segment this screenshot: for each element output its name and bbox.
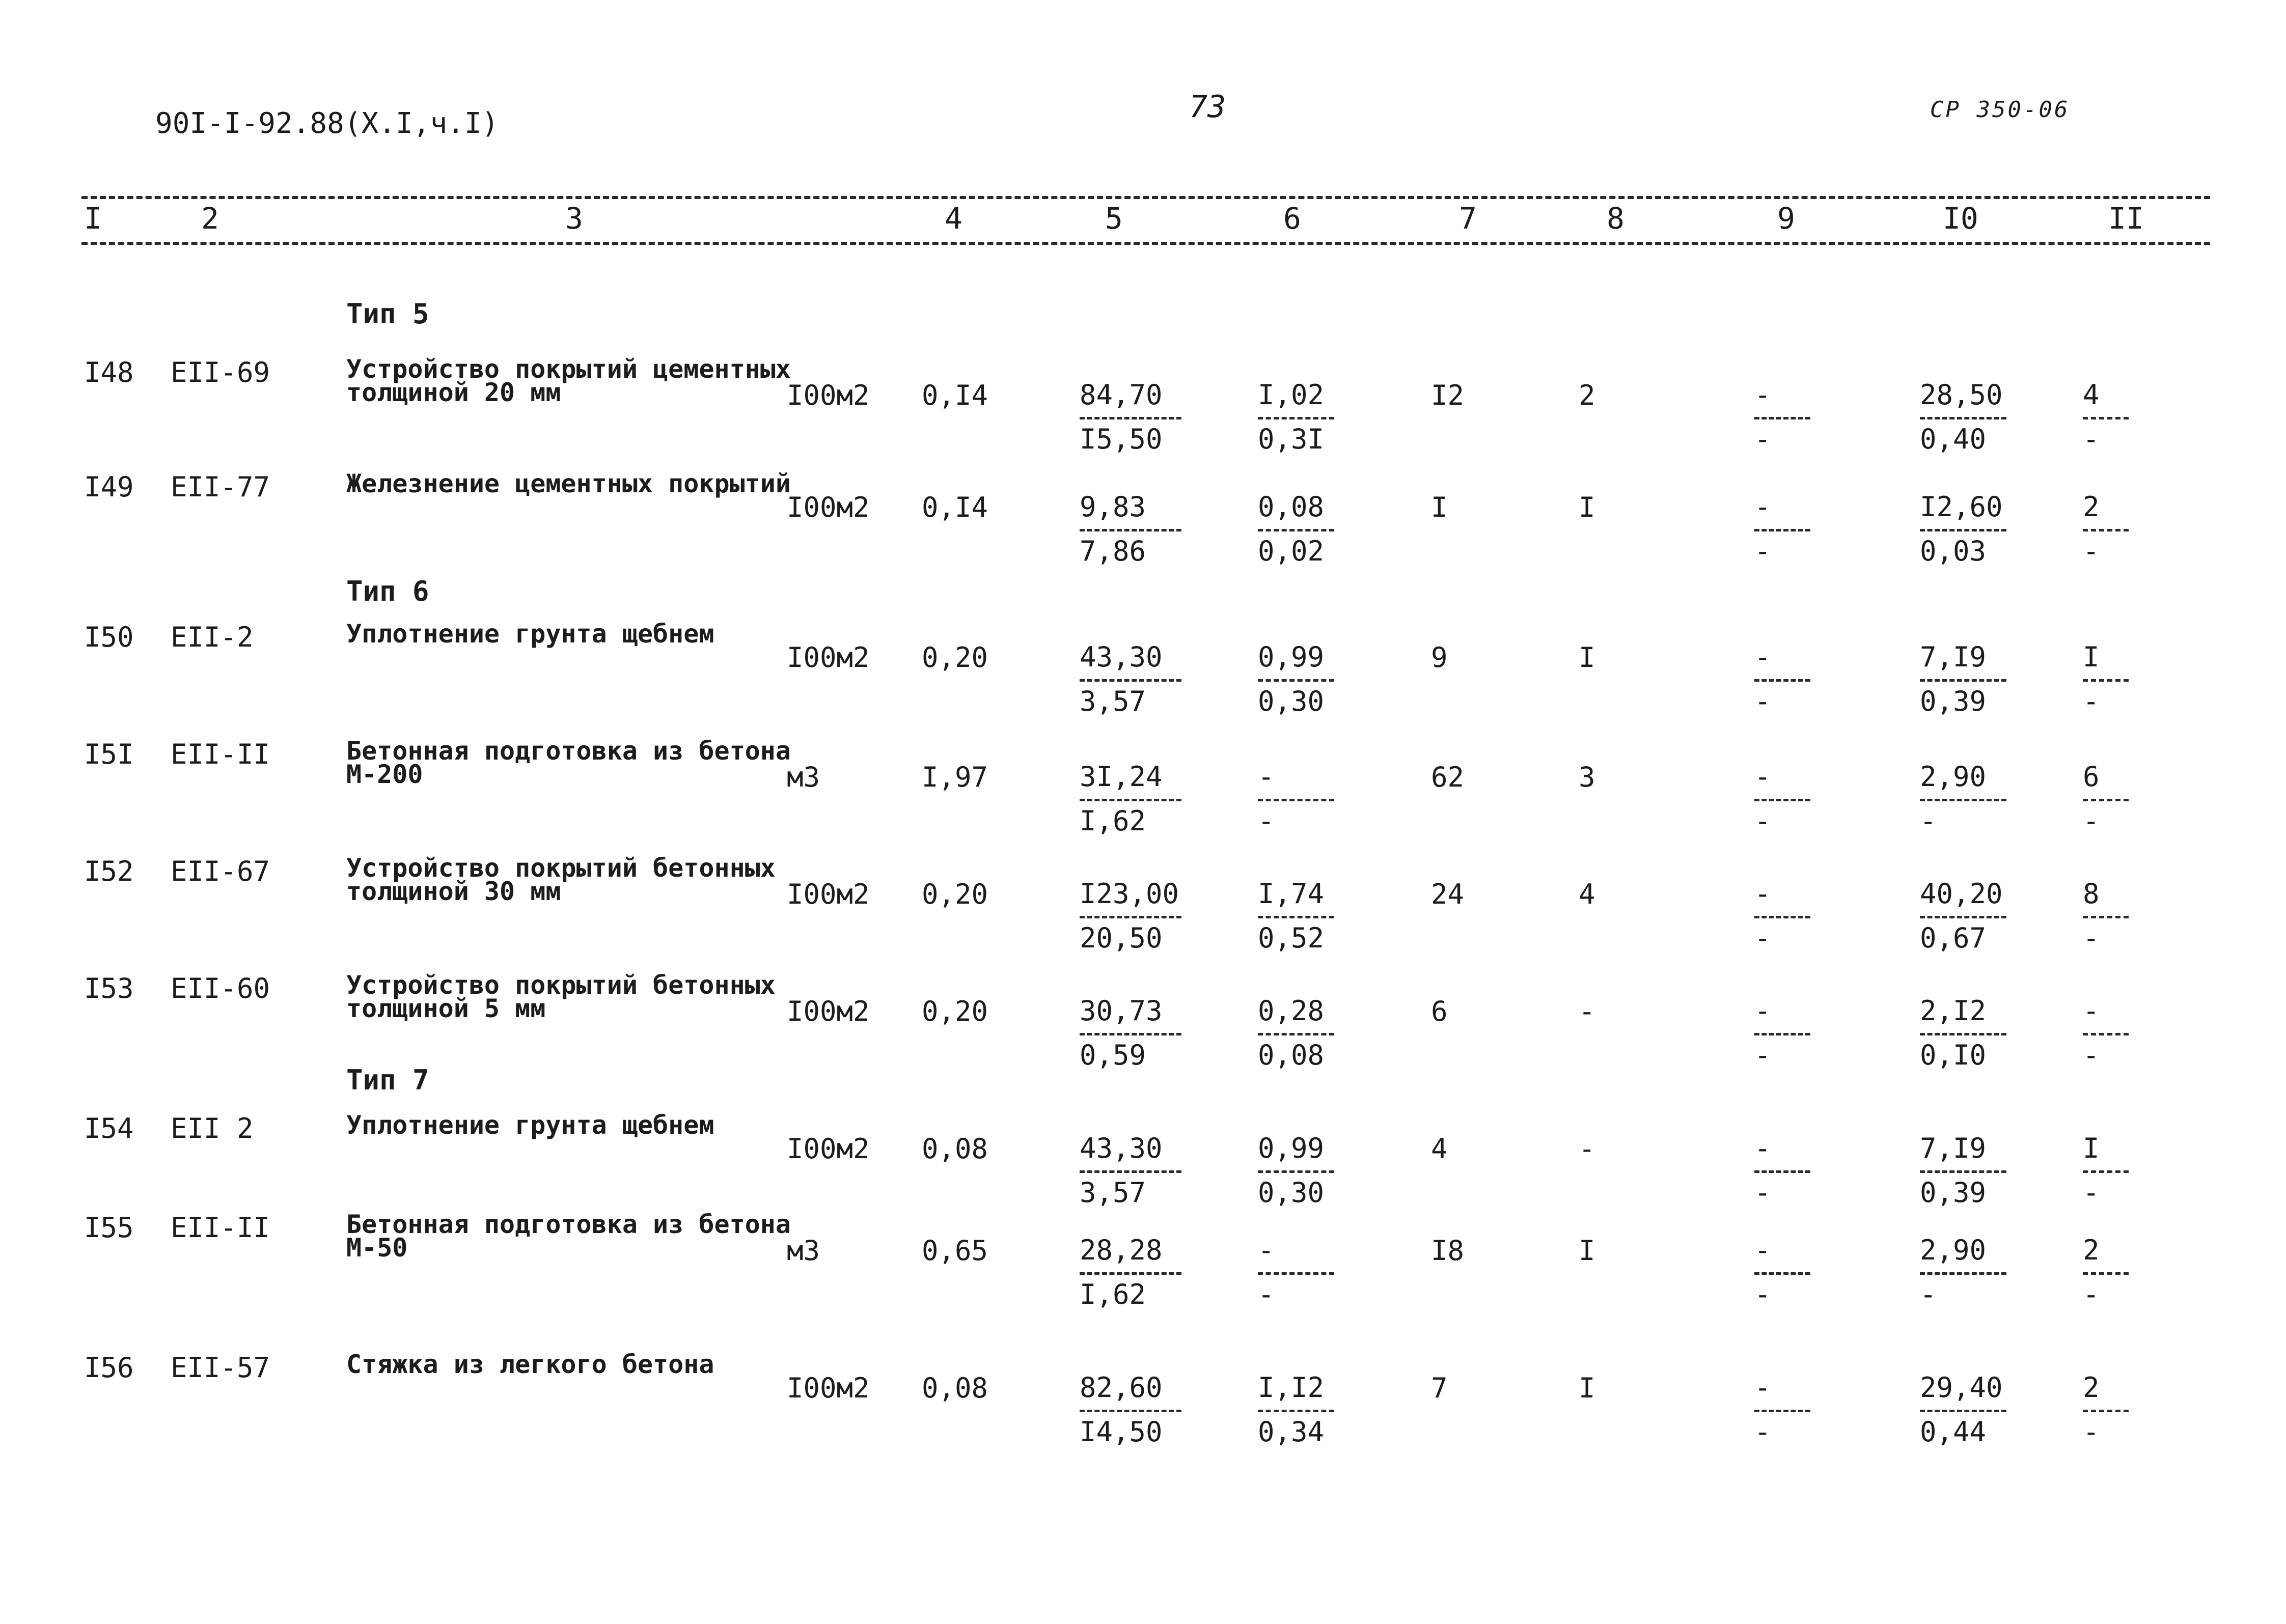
col11-value-top: 2 [2083,1234,2100,1266]
col10-value-top: I2,60 [1920,491,2003,523]
col5-value-top: 28,28 [1080,1234,1163,1266]
col6-value-top: I,I2 [1258,1371,1325,1404]
column-header: 9 [1777,201,1795,236]
fraction-bar [1258,799,1334,801]
unit: м3 [787,761,820,793]
fraction-bar [1754,1033,1810,1035]
col9-value-top: - [1754,1132,1771,1164]
unit: I00м2 [787,1133,870,1165]
quantity: 0,08 [922,1133,988,1165]
col6-value-top: 0,28 [1258,995,1325,1027]
col5-value-top: I23,00 [1080,878,1179,910]
col5-value-top: 84,70 [1080,379,1163,411]
col11-value-top: I [2083,641,2100,673]
fraction-bar [1258,679,1334,682]
col9-value [1754,1235,1810,1310]
col7-value: 7 [1431,1372,1448,1404]
fraction-bar [1920,1410,2006,1412]
col10-value-top: 7,I9 [1920,1132,1987,1164]
fraction-bar [1754,799,1810,801]
col10-value [1920,1235,2006,1310]
col10-value [1920,491,2006,567]
col9-value-bottom: - [1754,535,1771,567]
col10-value-bottom: 0,03 [1920,535,1987,567]
work-description: Стяжка из легкого бетона [346,1350,714,1379]
fraction-bar [1920,417,2006,419]
work-description: Железнение цементных покрытий [346,469,791,498]
col5-value [1080,878,1181,954]
column-header: 7 [1459,201,1477,236]
col6-value-bottom: 0,52 [1258,922,1325,954]
fraction-bar [2083,1170,2129,1173]
col9-value-bottom: - [1754,1039,1771,1071]
col5-value-top: 43,30 [1080,1132,1163,1164]
fraction-bar [1080,679,1181,682]
group-heading: Тип 6 [346,575,429,607]
unit: I00м2 [787,1372,870,1404]
norm-code: ЕII-67 [171,855,270,887]
col5-value-bottom: I4,50 [1080,1416,1163,1448]
row-number: I53 [84,972,134,1004]
col6-value [1258,995,1334,1071]
fraction-bar [1920,1170,2006,1173]
fraction-bar [1080,1272,1181,1275]
col6-value-top: I,74 [1258,878,1325,910]
col7-value: 62 [1431,761,1465,793]
col10-value [1920,641,2006,717]
fraction-bar [1080,1410,1181,1412]
col6-value-bottom: - [1258,805,1275,837]
col9-value-top: - [1754,1371,1771,1404]
col11-value-top: 8 [2083,878,2100,910]
col11-value-bottom: - [2083,805,2100,837]
fraction-bar [1258,1033,1334,1035]
col6-value-top: 0,99 [1258,641,1325,673]
col6-value-bottom: 0,02 [1258,535,1325,567]
col9-value [1754,1372,1810,1448]
col8-value: I [1579,641,1595,674]
quantity: 0,08 [922,1372,988,1404]
col10-value-top: 7,I9 [1920,641,1987,673]
col9-value [1754,379,1810,455]
row-number: I54 [84,1112,134,1144]
fraction-bar [1080,916,1181,918]
quantity: 0,I4 [922,379,988,411]
col5-value-bottom: I,62 [1080,805,1146,837]
col5-value-bottom: 3,57 [1080,1177,1146,1209]
col5-value-top: 30,73 [1080,995,1163,1027]
col10-value-top: 2,90 [1920,761,1987,793]
fraction-bar [1754,1170,1810,1173]
col5-value-bottom: I5,50 [1080,423,1163,455]
norm-code: ЕII 2 [171,1112,254,1144]
col6-value [1258,491,1334,567]
row-number: I56 [84,1352,134,1384]
col5-value [1080,1235,1181,1310]
col11-value-bottom: - [2083,423,2100,455]
col11-value-top: 2 [2083,1371,2100,1404]
work-description: Устройство покрытий бетонных толщиной 5 мм [346,970,776,1023]
col6-value-top: - [1258,761,1275,793]
col6-value [1258,1372,1334,1448]
fraction-bar [1258,529,1334,531]
col8-value: 4 [1579,878,1595,910]
fraction-bar [1754,1410,1810,1412]
fraction-bar [1920,679,2006,682]
col10-value-top: 28,50 [1920,379,2003,411]
fraction-bar [2083,679,2129,682]
col9-value-top: - [1754,1234,1771,1266]
col11-value [2083,1235,2129,1310]
col8-value: I [1579,1372,1595,1404]
col10-value-bottom: 0,40 [1920,423,1987,455]
col10-value-bottom: 0,67 [1920,922,1987,954]
group-heading: Тип 7 [346,1064,429,1096]
fraction-bar [1754,417,1810,419]
quantity: 0,20 [922,878,988,910]
col10-value-top: 2,I2 [1920,995,1987,1027]
col9-value-top: - [1754,379,1771,411]
norm-code: ЕII-77 [171,471,270,503]
col10-value [1920,1372,2006,1448]
col10-value-top: 40,20 [1920,878,2003,910]
column-header: 4 [945,201,962,236]
fraction-bar [2083,1272,2129,1275]
row-number: I5I [84,738,134,770]
fraction-bar [1754,679,1810,682]
unit: I00м2 [787,995,870,1027]
quantity: I,97 [922,761,988,793]
col9-value [1754,1133,1810,1209]
col9-value-top: - [1754,491,1771,523]
col11-value-bottom: - [2083,922,2100,954]
fraction-bar [1920,916,2006,918]
norm-code: ЕII-69 [171,356,270,388]
col11-value-bottom: - [2083,535,2100,567]
unit: I00м2 [787,641,870,674]
col11-value [2083,995,2129,1071]
col11-value-bottom: - [2083,1039,2100,1071]
col9-value-top: - [1754,761,1771,793]
column-header: I [84,201,102,236]
col5-value-top: 82,60 [1080,1371,1163,1404]
col11-value [2083,761,2129,837]
col6-value-top: 0,99 [1258,1132,1325,1164]
quantity: 0,65 [922,1235,988,1267]
col6-value [1258,761,1334,837]
column-header: 8 [1607,201,1624,236]
col7-value: 24 [1431,878,1465,910]
fraction-bar [1080,529,1181,531]
fraction-bar [1920,799,2006,801]
fraction-bar [1080,417,1181,419]
col10-value-top: 29,40 [1920,1371,2003,1404]
col11-value-bottom: - [2083,1416,2100,1448]
col5-value [1080,1372,1181,1448]
col5-value [1080,641,1181,717]
col10-value-bottom: 0,39 [1920,685,1987,717]
col7-value: I2 [1431,379,1465,411]
col5-value-top: 9,83 [1080,491,1146,523]
col5-value [1080,995,1181,1071]
col11-value-top: - [2083,995,2100,1027]
quantity: 0,I4 [922,491,988,523]
col10-value [1920,878,2006,954]
norm-code: ЕII-II [171,1212,270,1244]
unit: I00м2 [787,491,870,523]
fraction-bar [1258,417,1334,419]
fraction-bar [1754,916,1810,918]
col11-value-top: 4 [2083,379,2100,411]
col9-value-top: - [1754,878,1771,910]
col11-value [2083,379,2129,455]
work-description: Бетонная подготовка из бетона М-50 [346,1210,791,1263]
group-heading: Тип 5 [346,298,429,330]
quantity: 0,20 [922,995,988,1027]
col11-value-bottom: - [2083,685,2100,717]
col10-value-bottom: 0,I0 [1920,1039,1987,1071]
col6-value-top: 0,08 [1258,491,1325,523]
col9-value-bottom: - [1754,1177,1771,1209]
col11-value-top: I [2083,1132,2100,1164]
quantity: 0,20 [922,641,988,674]
col8-value: I [1579,491,1595,523]
column-header: 5 [1105,201,1123,236]
fraction-bar [1920,529,2006,531]
col9-value-bottom: - [1754,805,1771,837]
col6-value-bottom: 0,30 [1258,1177,1325,1209]
column-header: 3 [565,201,583,236]
col10-value-bottom: - [1920,1278,1937,1310]
col6-value [1258,878,1334,954]
fraction-bar [2083,417,2129,419]
col7-value: 6 [1431,995,1448,1027]
work-description: Уплотнение грунта щебнем [346,619,714,649]
row-number: I48 [84,356,134,388]
col9-value [1754,995,1810,1071]
col5-value-top: 3I,24 [1080,761,1163,793]
fraction-bar [1258,1410,1334,1412]
unit: I00м2 [787,379,870,411]
work-description: Уплотнение грунта щебнем [346,1110,714,1140]
col6-value-top: - [1258,1234,1275,1266]
col6-value-bottom: 0,30 [1258,685,1325,717]
col10-value [1920,761,2006,837]
col6-value-bottom: 0,08 [1258,1039,1325,1071]
col7-value: 4 [1431,1133,1448,1165]
col6-value-bottom: 0,3I [1258,423,1325,455]
column-header: I0 [1943,201,1978,236]
fraction-bar [1258,916,1334,918]
fraction-bar [2083,1410,2129,1412]
col6-value [1258,641,1334,717]
col6-value-top: I,02 [1258,379,1325,411]
col5-value-bottom: 0,59 [1080,1039,1146,1071]
fraction-bar [1754,1272,1810,1275]
norm-code: ЕII-II [171,738,270,770]
header-rule-bottom [81,242,2210,245]
fraction-bar [2083,1033,2129,1035]
col10-value [1920,1133,2006,1209]
col8-value: I [1579,1235,1595,1267]
fraction-bar [2083,916,2129,918]
col8-value: 3 [1579,761,1595,793]
col5-value-bottom: 20,50 [1080,922,1163,954]
fraction-bar [1080,799,1181,801]
col10-value-bottom: - [1920,805,1937,837]
col5-value-bottom: 3,57 [1080,685,1146,717]
col10-value-bottom: 0,44 [1920,1416,1987,1448]
col11-value-top: 2 [2083,491,2100,523]
col7-value: 9 [1431,641,1448,674]
col11-value [2083,1133,2129,1209]
column-header: 2 [201,201,219,236]
col10-value-top: 2,90 [1920,1234,1987,1266]
fraction-bar [2083,529,2129,531]
col5-value-top: 43,30 [1080,641,1163,673]
column-header: II [2108,201,2144,236]
unit: I00м2 [787,878,870,910]
col9-value [1754,491,1810,567]
col8-value: - [1579,995,1595,1027]
document-code: 90I-I-92.88(X.I,ч.I) [155,107,499,140]
fraction-bar [1080,1170,1181,1173]
norm-code: ЕII-2 [171,621,254,653]
col11-value-top: 6 [2083,761,2100,793]
work-description: Устройство покрытий цементных толщиной 20 мм [346,354,791,407]
page-number: 73 [1189,89,1226,125]
fraction-bar [1258,1170,1334,1173]
col6-value [1258,1133,1334,1209]
col9-value-top: - [1754,641,1771,673]
col9-value-bottom: - [1754,685,1771,717]
fraction-bar [1754,529,1810,531]
col9-value-bottom: - [1754,1416,1771,1448]
col11-value [2083,1372,2129,1448]
col7-value: I8 [1431,1235,1465,1267]
col9-value-top: - [1754,995,1771,1027]
col5-value [1080,1133,1181,1209]
col8-value: - [1579,1133,1595,1165]
col6-value [1258,1235,1334,1310]
col11-value-bottom: - [2083,1177,2100,1209]
row-number: I52 [84,855,134,887]
col5-value-bottom: 7,86 [1080,535,1146,567]
col9-value [1754,878,1810,954]
fraction-bar [1920,1272,2006,1275]
work-description: Бетонная подготовка из бетона М-200 [346,736,791,789]
fraction-bar [1080,1033,1181,1035]
col6-value [1258,379,1334,455]
col8-value: 2 [1579,379,1595,411]
fraction-bar [1920,1033,2006,1035]
col11-value-bottom: - [2083,1278,2100,1310]
col10-value [1920,995,2006,1071]
col11-value [2083,641,2129,717]
col9-value [1754,761,1810,837]
col10-value [1920,379,2006,455]
fraction-bar [2083,799,2129,801]
col5-value [1080,379,1181,455]
col11-value [2083,491,2129,567]
col11-value [2083,878,2129,954]
norm-code: ЕII-57 [171,1352,270,1384]
header-rule-top [81,196,2210,199]
col9-value-bottom: - [1754,922,1771,954]
col9-value [1754,641,1810,717]
work-description: Устройство покрытий бетонных толщиной 30 мм [346,853,776,906]
row-number: I50 [84,621,134,653]
col5-value-bottom: I,62 [1080,1278,1146,1310]
col7-value: I [1431,491,1448,523]
col5-value [1080,761,1181,837]
column-header: 6 [1283,201,1301,236]
col9-value-bottom: - [1754,1278,1771,1310]
unit: м3 [787,1235,820,1267]
norm-code: ЕII-60 [171,972,270,1004]
col5-value [1080,491,1181,567]
col10-value-bottom: 0,39 [1920,1177,1987,1209]
fraction-bar [1258,1272,1334,1275]
row-number: I49 [84,471,134,503]
archive-stamp: СР 350-06 [1930,97,2070,123]
col9-value-bottom: - [1754,423,1771,455]
col6-value-bottom: 0,34 [1258,1416,1325,1448]
row-number: I55 [84,1212,134,1244]
col6-value-bottom: - [1258,1278,1275,1310]
